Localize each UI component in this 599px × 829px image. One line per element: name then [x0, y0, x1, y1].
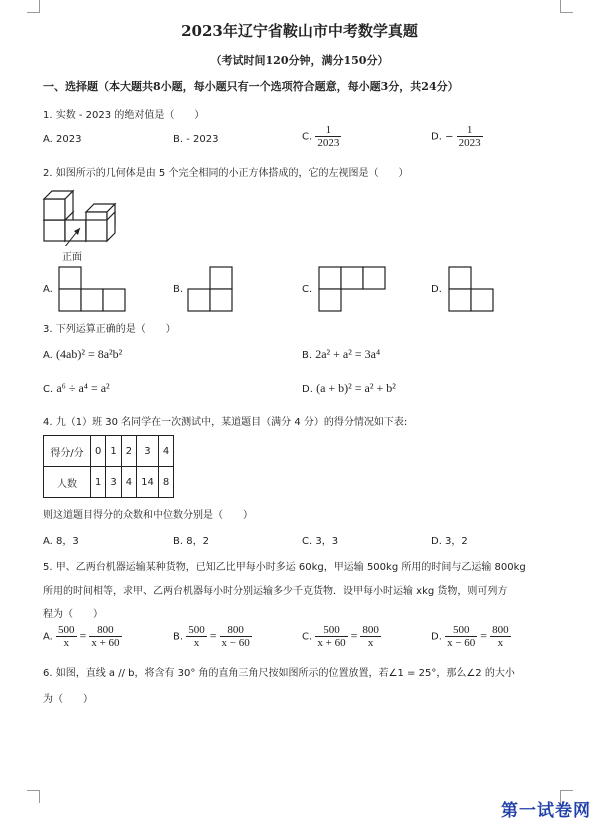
- page-title: 2023年辽宁省鞍山市中考数学真题: [181, 22, 418, 40]
- q3-option-b: [302, 347, 380, 362]
- fraction: [315, 624, 347, 649]
- watermark-logo: 第一试卷网: [501, 801, 591, 821]
- question-3: 3. 下列运算正确的是（ ）: [43, 324, 176, 335]
- question-4-prompt: 则这道题目得分的众数和中位数分别是（ ）: [43, 510, 253, 521]
- fraction: [490, 624, 511, 649]
- question-6-line-1: 6. 如图，直线 a // b，将含有 30° 角的直角三角尺按如图所示的位置放置，若∠1 = 25°，那么∠2 的大小: [43, 668, 515, 679]
- table-header-cell: 得分/分: [44, 436, 91, 467]
- cube-top: [44, 191, 73, 220]
- question-4: 4. 九（1）班 30 名同学在一次测试中，某道题目（满分 4 分）的得分情况如下表:: [43, 417, 408, 428]
- crop-mark-top-right: [560, 0, 573, 13]
- table-cell: 4: [121, 467, 136, 498]
- fraction-numerator: 500: [188, 624, 205, 636]
- q1-option-a: A. 2023: [43, 134, 82, 145]
- table-header-cell: 人数: [44, 467, 91, 498]
- q2-view-b: [187, 266, 237, 312]
- q3-option-c-expr: a⁶ ÷ a⁴ = a²: [56, 381, 110, 395]
- table-row: [44, 436, 174, 467]
- q5-option-c-label: C.: [302, 631, 313, 643]
- q1-option-b: B. - 2023: [173, 134, 219, 145]
- q1-option-d-sign: −: [445, 131, 454, 143]
- q2-view-a: [58, 266, 130, 312]
- fraction-numerator: 800: [492, 624, 509, 636]
- q3-option-b-label: B.: [302, 350, 313, 361]
- fraction-denominator: x + 60: [317, 637, 346, 649]
- table-cell: 4: [158, 436, 173, 467]
- section-heading: 一、选择题（本大题共8小题，每小题只有一个选项符合题意，每小题3分，共24分）: [43, 80, 459, 93]
- q1-option-d-fraction: [457, 124, 483, 149]
- fraction-denominator: x − 60: [221, 637, 250, 649]
- fraction-numerator: 500: [452, 624, 470, 636]
- q2-option-b: B.: [173, 284, 184, 295]
- fraction-denominator: 2023: [458, 137, 481, 149]
- q5-option-d: D. $\frac{500}{x - 60}$ = $\frac{800}{x}$: [431, 624, 509, 649]
- q5-option-a: A. $\frac{500}{x}$ = $\frac{800}{x + 60}$: [43, 624, 120, 649]
- q3-option-d: [302, 381, 396, 396]
- crop-mark-top-left: [27, 0, 40, 13]
- fraction-numerator: 800: [362, 624, 379, 636]
- q4-option-c: C. 3，3: [302, 536, 339, 547]
- fraction: [56, 624, 77, 649]
- fraction: [186, 624, 207, 649]
- table-cell: 8: [158, 467, 173, 498]
- question-5-line-2: 所用的时间相等，求甲、乙两台机器每小时分别运输多少千克货物．设甲每小时运输 xkg 货物，则可列方: [43, 586, 508, 597]
- q3-option-b-expr: 2a² + a² = 3a⁴: [315, 347, 381, 361]
- fraction: [445, 624, 477, 649]
- fraction-denominator: x: [56, 636, 77, 649]
- q2-option-c: C.: [302, 284, 313, 295]
- question-1: 1. 实数 - 2023 的绝对值是（ ）: [43, 110, 205, 121]
- fraction-denominator: x − 60: [447, 637, 476, 649]
- fraction-denominator: 2023: [317, 137, 340, 149]
- table-cell: 3: [106, 467, 121, 498]
- cube-solid-figure: [40, 186, 130, 246]
- fraction-denominator: x: [186, 636, 207, 649]
- fraction-denominator: x: [490, 636, 511, 649]
- q5-option-b: B. $\frac{500}{x}$ = $\frac{800}{x - 60}$: [173, 624, 250, 649]
- table-cell: 3: [137, 436, 159, 467]
- q1-option-d-label: D.: [431, 131, 442, 143]
- fraction: [220, 624, 252, 649]
- table-cell: 1: [106, 436, 121, 467]
- q3-option-a-label: A.: [43, 350, 53, 361]
- table-cell: 14: [137, 467, 159, 498]
- table-cell: 1: [91, 467, 106, 498]
- q5-option-d-label: D.: [431, 631, 442, 643]
- q4-option-d: D. 3，2: [431, 536, 468, 547]
- table-row: [44, 467, 174, 498]
- q5-option-b-label: B.: [173, 631, 184, 643]
- q1-option-d: [431, 124, 483, 149]
- table-cell: 0: [91, 436, 106, 467]
- q5-option-a-label: A.: [43, 631, 53, 643]
- q3-option-a-expr: (4ab)² = 8a²b²: [56, 347, 123, 361]
- q1-option-c: [302, 124, 341, 149]
- q4-option-b: B. 8，2: [173, 536, 209, 547]
- front-label: 正面: [62, 252, 82, 263]
- fraction-numerator: 500: [323, 624, 340, 636]
- question-2: 2. 如图所示的几何体是由 5 个完全相同的小正方体搭成的，它的左视图是（ ）: [43, 168, 409, 179]
- q1-option-c-label: C.: [302, 131, 313, 143]
- q2-view-d: [448, 266, 498, 312]
- fraction-numerator: 1: [466, 124, 473, 136]
- q3-option-a: [43, 347, 122, 362]
- q2-option-a: A.: [43, 284, 53, 295]
- fraction-numerator: 800: [227, 624, 244, 636]
- question-5-line-3: 程为（ ）: [43, 609, 103, 620]
- q2-option-d: D.: [431, 284, 442, 295]
- question-6-line-2: 为（ ）: [43, 694, 93, 705]
- q5-option-c: C. $\frac{500}{x + 60}$ = $\frac{800}{x}$: [302, 624, 379, 649]
- exam-info: （考试时间120分钟，满分150分）: [210, 54, 389, 67]
- question-5-line-1: 5. 甲、乙两台机器运输某种货物，已知乙比甲每小时多运 60kg，甲运输 500kg 所用的时间与乙运输 800kg: [43, 562, 526, 573]
- q4-option-a: A. 8，3: [43, 536, 79, 547]
- q1-option-c-fraction: [315, 124, 341, 149]
- fraction-numerator: 800: [97, 624, 114, 636]
- score-table: [43, 435, 174, 498]
- fraction: [89, 624, 121, 649]
- q2-view-c: [318, 266, 390, 312]
- fraction-numerator: 500: [58, 624, 75, 636]
- fraction-numerator: 1: [325, 124, 332, 136]
- q3-option-c-label: C.: [43, 384, 54, 395]
- fraction: [360, 624, 381, 649]
- fraction-denominator: x: [360, 636, 381, 649]
- crop-mark-bottom-left: [27, 790, 40, 803]
- fraction-denominator: x + 60: [91, 637, 120, 649]
- q3-option-c: [43, 381, 110, 396]
- q3-option-d-expr: (a + b)² = a² + b²: [316, 381, 396, 395]
- table-cell: 2: [121, 436, 136, 467]
- q3-option-d-label: D.: [302, 384, 313, 395]
